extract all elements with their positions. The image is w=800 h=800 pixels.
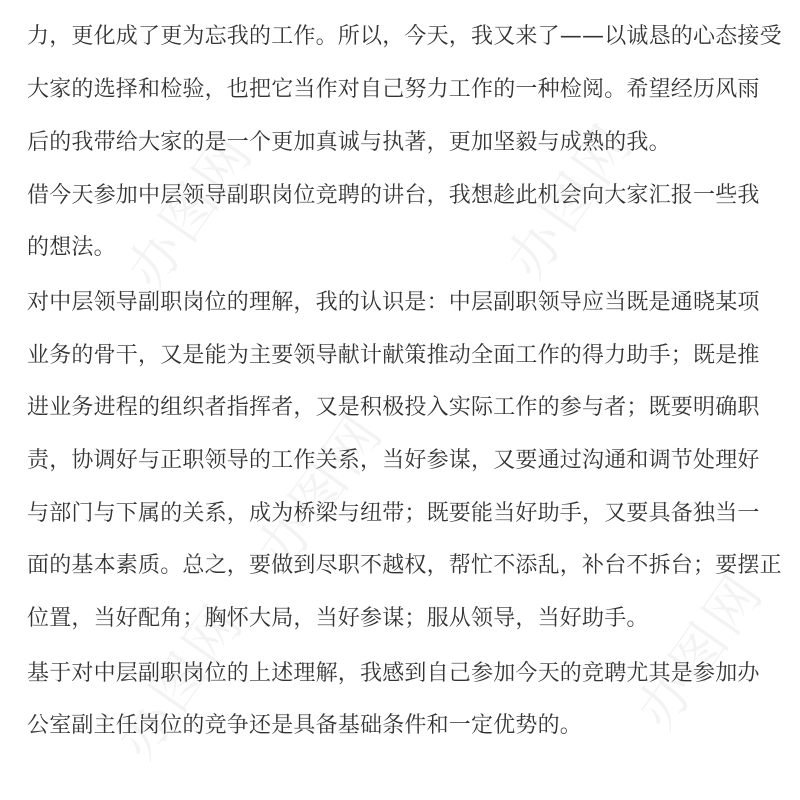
text-line: 面的基本素质。总之，要做到尽职不越权，帮忙不添乱，补台不拆台；要摆正 (27, 553, 782, 578)
text-line: 基于对中层副职岗位的上述理解，我感到自己参加今天的竞聘尤其是参加办 (27, 661, 760, 686)
text-line: 进业务进程的组织者指挥者，又是积极投入实际工作的参与者；既要明确职 (27, 395, 760, 420)
text-line: 的想法。 (27, 235, 116, 260)
text-line: 对中层领导副职岗位的理解，我的认识是：中层副职领导应当既是通晓某项 (27, 290, 760, 315)
text-line: 力，更化成了更为忘我的工作。所以，今天，我又来了——以诚恳的心态接受 (27, 24, 782, 49)
text-line: 公室副主任岗位的竞争还是具备基础条件和一定优势的。 (27, 713, 583, 738)
text-line: 大家的选择和检验，也把它当作对自己努力工作的一种检阅。希望经历风雨 (27, 77, 760, 102)
text-line: 业务的骨干，又是能为主要领导献计献策推动全面工作的得力助手；既是推 (27, 343, 760, 368)
text-line: 借今天参加中层领导副职岗位竞聘的讲台，我想趁此机会向大家汇报一些我 (27, 183, 760, 208)
text-line: 责，协调好与正职领导的工作关系，当好参谋，又要通过沟通和调节处理好 (27, 448, 760, 473)
text-line: 与部门与下属的关系，成为桥梁与纽带；既要能当好助手，又要具备独当一 (27, 501, 760, 526)
text-line: 位置，当好配角；胸怀大局，当好参谋；服从领导，当好助手。 (27, 606, 649, 631)
text-line: 后的我带给大家的是一个更加真诚与执著，更加坚毅与成熟的我。 (27, 130, 671, 155)
